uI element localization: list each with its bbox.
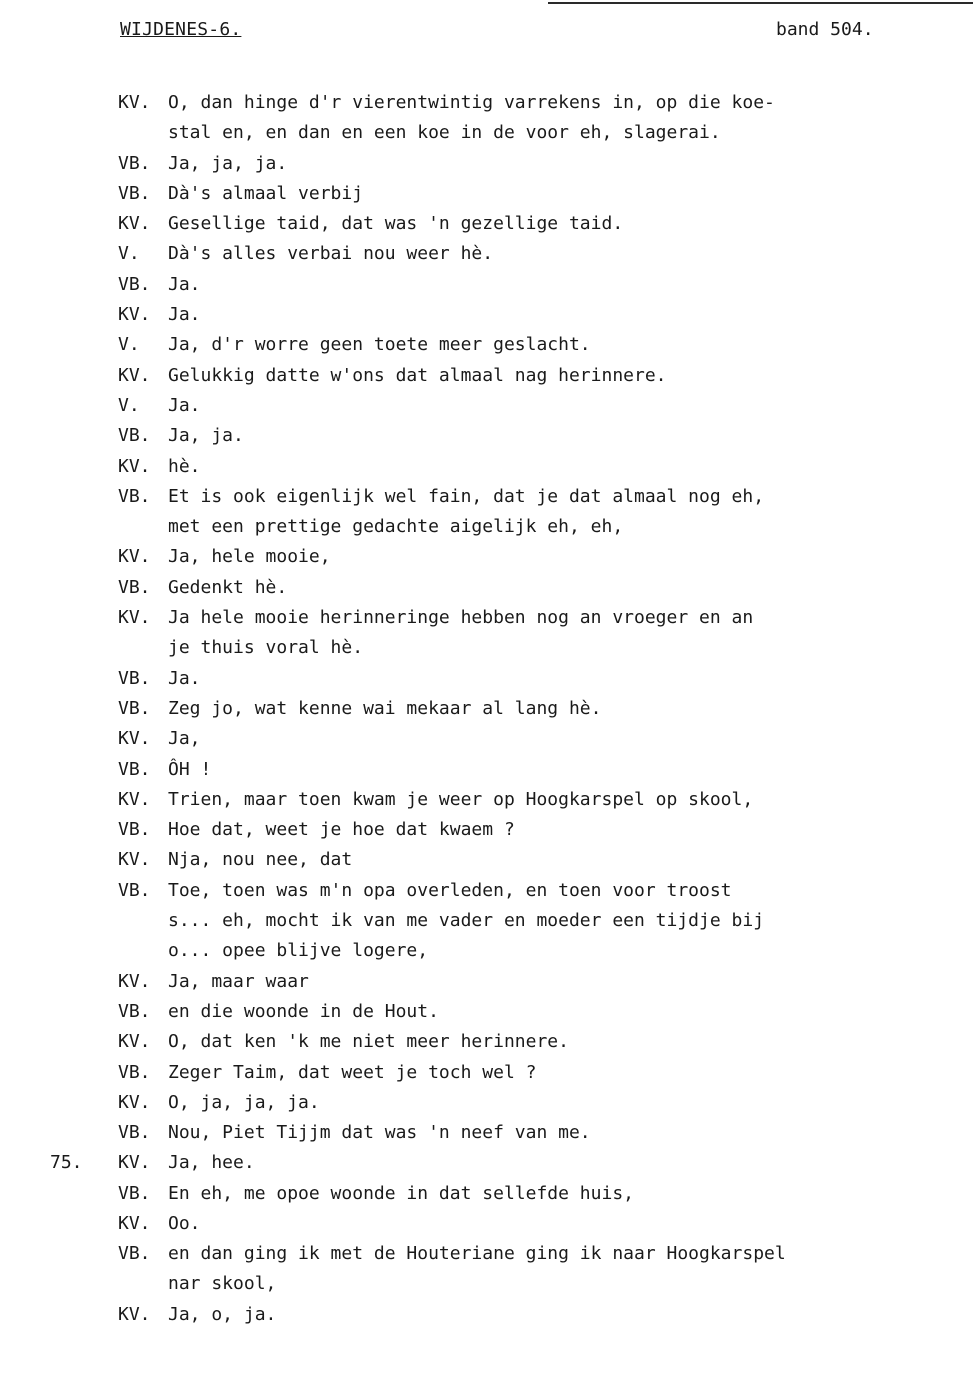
transcript-entry [0,1239,973,1300]
speech-text [168,815,888,845]
speaker-label: VB. [118,1243,151,1265]
transcript-entry [0,573,973,603]
speech-line: met een prettige gedachte aigelijk eh, eh, [168,515,624,537]
band-number: band 504. [776,19,874,40]
transcript-entry [0,845,973,875]
speech-text [168,209,888,239]
transcript-entry [0,270,973,300]
speaker-label: KV. [118,728,151,750]
speaker-label: VB. [118,758,151,780]
speech-text [168,1027,888,1057]
transcript-entry [0,724,973,754]
transcript-entry [0,1118,973,1148]
speaker-label: VB. [118,485,151,507]
speech-line: Ja hele mooie herinneringe hebben nog an vroeger en an [168,607,754,629]
speech-text [168,1148,888,1178]
speech-line: O, ja, ja, ja. [168,1091,320,1113]
speaker-label: VB. [118,182,151,204]
transcript-entry [0,815,973,845]
speech-line: Nja, nou nee, dat [168,849,353,871]
speaker-label: KV. [118,1091,151,1113]
speaker-label: VB. [118,667,151,689]
speaker-label: KV. [118,849,151,871]
speech-text [168,149,888,179]
speaker-label: KV. [118,455,151,477]
speech-text [168,967,888,997]
transcript-entry [0,603,973,664]
transcript-entry [0,300,973,330]
speaker-label: KV. [118,1031,151,1053]
speaker-label: KV. [118,607,151,629]
line-number: 75. [50,1152,83,1174]
speech-line: Ja. [168,667,201,689]
speech-text [168,1239,888,1299]
speech-line: en dan ging ik met de Houteriane ging ik naar Hoogkarspel [168,1243,786,1265]
speech-text [168,179,888,209]
speech-line: Nou, Piet Tijjm dat was 'n neef van me. [168,1122,591,1144]
transcript-entry [0,1179,973,1209]
speech-line: Trien, maar toen kwam je weer op Hoogkarspel op skool, [168,788,754,810]
transcript-entry [0,755,973,785]
speech-text [168,573,888,603]
speaker-label: KV. [118,364,151,386]
transcript-entry [0,149,973,179]
speech-line: hè. [168,455,201,477]
speech-text [168,482,888,542]
transcript-entry [0,1148,973,1178]
transcript-entry [0,664,973,694]
speech-line: Et is ook eigenlijk wel fain, dat je dat almaal nog eh, [168,485,765,507]
speech-text [168,603,888,663]
transcript-entry [0,1300,973,1330]
speech-line: s... eh, mocht ik van me vader en moeder een tijdje bij [168,909,765,931]
transcript-entry [0,876,973,967]
transcript-entry [0,1209,973,1239]
transcript-entry [0,997,973,1027]
speech-line: nar skool, [168,1273,277,1295]
speech-line: en die woonde in de Hout. [168,1000,439,1022]
speech-line: je thuis voral hè. [168,637,364,659]
speaker-label: V. [118,243,140,265]
speech-text [168,997,888,1027]
transcript-entry [0,421,973,451]
speech-line: Ja, maar waar [168,970,309,992]
speech-line: stal en, en dan en een koe in de voor eh, slagerai. [168,122,721,143]
speaker-label: KV. [118,213,151,235]
transcript-entry [0,1058,973,1088]
speech-text [168,88,888,148]
speech-line: Hoe dat, weet je hoe dat kwaem ? [168,819,515,841]
speaker-label: VB. [118,879,151,901]
speech-text [168,452,888,482]
speech-text [168,1209,888,1239]
speaker-label: VB. [118,425,151,447]
speech-text [168,421,888,451]
speech-line: Dà's alles verbai nou weer hè. [168,243,494,265]
speech-line: Ja, d'r worre geen toete meer geslacht. [168,334,591,356]
speaker-label: VB. [118,1122,151,1144]
speech-line: O, dan hinge d'r vierentwintig varrekens in, op die koe- [168,92,775,113]
top-edge-rule [548,2,973,4]
speech-line: O, dat ken 'k me niet meer herinnere. [168,1031,569,1053]
speech-text [168,542,888,572]
speech-text [168,1300,888,1330]
speech-text [168,664,888,694]
speech-text [168,876,888,966]
transcript-entry [0,209,973,239]
speaker-label: KV. [118,970,151,992]
speech-line: Ja, hele mooie, [168,546,331,568]
speech-text [168,330,888,360]
transcript-entry [0,967,973,997]
speaker-label: KV. [118,304,151,326]
speech-line: Ja, [168,728,201,750]
speech-text [168,845,888,875]
speech-text [168,694,888,724]
speech-line: Ja, o, ja. [168,1303,277,1325]
speech-line: Oo. [168,1212,201,1234]
speech-line: Zeger Taim, dat weet je toch wel ? [168,1061,537,1083]
speech-line: Ja, ja, ja. [168,152,288,174]
speech-text [168,239,888,269]
speaker-label: V. [118,394,140,416]
speech-line: Ja. [168,394,201,416]
speech-text [168,270,888,300]
transcript-entry [0,330,973,360]
speech-line: Ja, ja. [168,425,244,447]
speech-text [168,391,888,421]
speaker-label: VB. [118,697,151,719]
speech-text [168,1058,888,1088]
transcript-entry [0,785,973,815]
speaker-label: VB. [118,273,151,295]
speech-line: ÔH ! [168,758,212,780]
speaker-label: VB. [118,1061,151,1083]
speech-line: Zeg jo, wat kenne wai mekaar al lang hè. [168,697,602,719]
transcript-entry [0,391,973,421]
speaker-label: KV. [118,788,151,810]
speech-line: Ja. [168,273,201,295]
speech-line: o... opee blijve logere, [168,939,429,961]
speech-line: Gedenkt hè. [168,576,288,598]
transcript-entry [0,542,973,572]
speech-line: Gesellige taid, dat was 'n gezellige taid. [168,213,624,235]
speech-text [168,1118,888,1148]
speech-line: Ja. [168,304,201,326]
speech-text [168,300,888,330]
transcript-entry [0,179,973,209]
speaker-label: KV. [118,92,151,113]
speaker-label: KV. [118,1212,151,1234]
speaker-label: VB. [118,152,151,174]
speech-line: Gelukkig datte w'ons dat almaal nag herinnere. [168,364,667,386]
speech-line: Toe, toen was m'n opa overleden, en toen voor troost [168,879,732,901]
transcript-entry [0,1027,973,1057]
speaker-label: KV. [118,546,151,568]
transcript-entry [0,88,973,149]
transcript-entry [0,452,973,482]
speech-text [168,1179,888,1209]
transcript-entry [0,694,973,724]
speaker-label: VB. [118,1000,151,1022]
speech-text [168,755,888,785]
speaker-label: KV. [118,1152,151,1174]
document-title: WIJDENES-6. [120,19,242,40]
transcript-entry [0,1088,973,1118]
speaker-label: VB. [118,1182,151,1204]
speech-text [168,785,888,815]
speech-line: En eh, me opoe woonde in dat sellefde huis, [168,1182,634,1204]
speech-line: Ja, hee. [168,1152,255,1174]
transcript-entry [0,482,973,543]
transcript-entry [0,239,973,269]
speech-line: Dà's almaal verbij [168,182,364,204]
speaker-label: KV. [118,1303,151,1325]
transcript-entry [0,361,973,391]
speech-text [168,724,888,754]
speaker-label: V. [118,334,140,356]
speech-text [168,1088,888,1118]
speech-text [168,361,888,391]
speaker-label: VB. [118,576,151,598]
transcript [0,88,973,1330]
speaker-label: VB. [118,819,151,841]
